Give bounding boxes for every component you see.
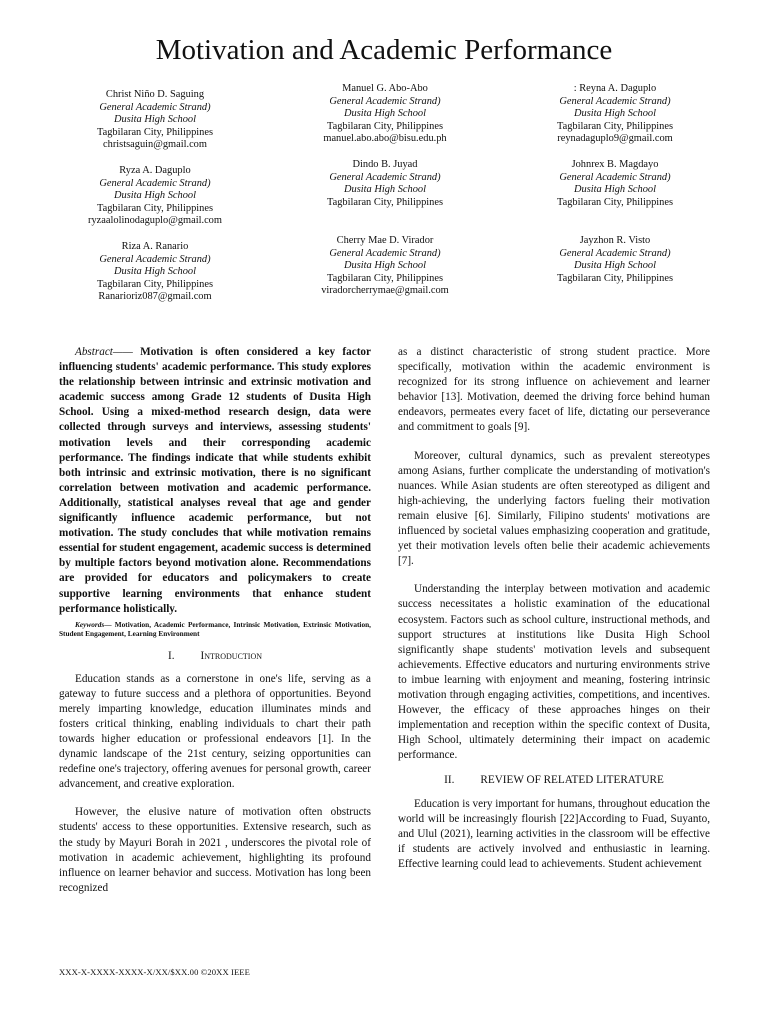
author-location: Tagbilaran City, Philippines — [96, 126, 214, 138]
section-number: I. — [167, 649, 175, 662]
author-location: Tagbilaran City, Philippines — [556, 120, 674, 132]
author-card — [500, 159, 730, 222]
author-row — [40, 158, 730, 227]
intro-paragraph-1: Education stands as a cornerstone in one's life, serving as a gateway to future success and a plethora of opportunities. Beyond merely imparting knowledge, education illuminates minds and fosters critical thinking, enabling individuals to chart their path towards higher education or professional endeavors [1]. In the dynamic landscape of the 21st century, seizing opportunities can redefine one's trajectory, offering avenues for personal growth, career advancement, and creative exploration. — [59, 672, 371, 791]
author-email: Ranarioriz087@gmail.com — [98, 291, 212, 303]
section-heading-review — [398, 773, 710, 788]
section-heading-introduction — [59, 649, 371, 664]
author-name: Riza A. Ranario — [121, 240, 189, 252]
keywords-text: — Motivation, Academic Performance, Intrinsic Motivation, Extrinsic Motivation, Student Engagement, Learning Environment — [59, 619, 371, 639]
author-school: Dusita High School — [114, 190, 196, 202]
author-email: viradorcherrymae@gmail.com — [321, 285, 449, 297]
author-email: christsaguin@gmail.com — [103, 139, 207, 151]
section-title: REVIEW OF RELATED LITERATURE — [480, 774, 664, 787]
keywords — [59, 620, 371, 639]
author-card — [270, 235, 500, 298]
keywords-label: Keywords — [75, 619, 105, 629]
author-strand: General Academic Strand) — [99, 177, 211, 189]
author-email: reynadaguplo9@gmail.com — [557, 133, 673, 145]
author-card — [500, 83, 730, 146]
author-strand: General Academic Strand) — [329, 171, 441, 183]
author-strand: General Academic Strand) — [99, 101, 211, 113]
author-card — [500, 235, 730, 298]
author-school: Dusita High School — [574, 184, 656, 196]
author-strand: General Academic Strand) — [99, 253, 211, 265]
review-paragraph-1: Education is very important for humans, throughout education the world will be increasingly flourish [22]According to Fuad, Suyanto, and Ulul (2021), learning activities in the classroom will be effective if students are actively involved and enthusiastic in learning. Effective learning could lead to achievements. Student achievement — [398, 797, 710, 870]
author-location: Tagbilaran City, Philippines — [326, 120, 444, 132]
author-location: Tagbilaran City, Philippines — [96, 202, 214, 214]
abstract-label: Abstract—— — [75, 346, 133, 358]
author-name: : Reyna A. Daguplo — [573, 83, 657, 94]
author-row — [40, 83, 730, 151]
section-number: II. — [444, 774, 455, 787]
author-school: Dusita High School — [114, 266, 196, 278]
copyright-footer: XXX-X-XXXX-XXXX-X/XX/$XX.00 ©20XX IEEE — [59, 967, 251, 977]
paper-title: Motivation and Academic Performance — [155, 34, 613, 66]
author-strand: General Academic Strand) — [329, 95, 441, 107]
author-school: Dusita High School — [344, 184, 426, 196]
author-location: Tagbilaran City, Philippines — [326, 196, 444, 208]
author-name: Christ Niño D. Saguing — [105, 89, 205, 100]
author-row — [40, 234, 730, 303]
author-card — [40, 241, 270, 304]
author-location: Tagbilaran City, Philippines — [556, 272, 674, 284]
author-card — [270, 159, 500, 222]
author-email: ryzaalolinodaguplo@gmail.com — [88, 215, 222, 227]
author-name: Manuel G. Abo-Abo — [342, 83, 428, 94]
author-strand: General Academic Strand) — [329, 247, 441, 259]
author-card — [40, 165, 270, 228]
author-strand: General Academic Strand) — [559, 171, 671, 183]
section-title: Introduction — [200, 649, 263, 662]
author-card — [40, 89, 270, 152]
author-location: Tagbilaran City, Philippines — [96, 278, 214, 290]
author-block — [40, 83, 730, 303]
author-name: Johnrex B. Magdayo — [571, 158, 659, 170]
author-strand: General Academic Strand) — [559, 95, 671, 107]
author-name: Cherry Mae D. Virador — [336, 234, 434, 246]
intro-paragraph-3: Moreover, cultural dynamics, such as prevalent stereotypes among Asians, further complicate the understanding of motivation's nuances. While Asian students are often stereotyped as diligent and high-achieving, the underlying factors fueling their motivation remain elusive [6]. Similarly, Filipino students' motivations are influenced by societal values emphasizing cooperation and gratitude, yet their motivation levels often belie their academic achievements [7]. — [398, 449, 710, 568]
author-card — [270, 83, 500, 146]
author-school: Dusita High School — [114, 114, 196, 126]
author-school: Dusita High School — [344, 108, 426, 120]
intro-paragraph-4: Understanding the interplay between motivation and academic success necessitates a holistic examination of the educational ecosystem. Factors such as school culture, instructional methods, and support structures at institutions like Dusita High School significantly shape students' motivation levels and subsequent achievements. Effective educators and nurturing environments strive to imbue learning with enjoyment and meaning, fostering intrinsic motivation through engaging activities, competitions, and incentives. However, the efficacy of these approaches hinges on their implementation and reception within the specific context of Dusita, High School, ultimately determining their impact on academic performance. — [398, 583, 710, 762]
abstract-text: Motivation is often considered a key factor influencing students' academic performance. This study explores the relationship between intrinsic and extrinsic motivation and academic success among Grade 12 students of Dusita High School. Using a mixed-method research design, data were collected through surveys and interviews, assessing students' motivation levels and their corresponding academic performance. The findings indicate that while students exhibit both intrinsic and extrinsic motivation, there is no significant correlation between motivation and academic performance. Additionally, statistical analyses reveal that age and gender significantly influence academic performance, but not motivation. The study concludes that while motivation remains essential for student engagement, academic success is determined by multiple factors beyond motivation alone. Recommendations are provided for educators and policymakers to create supportive learning environments that enhance student performance holistically. — [59, 346, 371, 615]
author-name: Dindo B. Juyad — [352, 158, 418, 170]
author-school: Dusita High School — [344, 260, 426, 272]
left-column — [59, 345, 371, 896]
abstract — [59, 345, 371, 617]
author-strand: General Academic Strand) — [559, 247, 671, 259]
author-location: Tagbilaran City, Philippines — [326, 272, 444, 284]
author-name: Ryza A. Daguplo — [119, 164, 191, 176]
right-column — [398, 345, 710, 872]
author-email: manuel.abo.abo@bisu.edu.ph — [323, 133, 447, 145]
intro-paragraph-continued: as a distinct characteristic of strong student practice. More specifically, motivation within the academic environment is recognized for its strong influence on achievement and learner behavior [13]. Motivation, deemed the driving force behind human endeavors, permeates every facet of life, dictating our perseverance and commitment to goals [9]. — [398, 346, 710, 434]
author-location: Tagbilaran City, Philippines — [556, 196, 674, 208]
author-school: Dusita High School — [574, 108, 656, 120]
author-name: Jayzhon R. Visto — [579, 234, 651, 246]
intro-paragraph-2: However, the elusive nature of motivation often obstructs students' access to these opportunities. Extensive research, such as the study by Mayuri Borah in 2021 , underscores the pivotal role of motivation in academic achievement, highlighting its profound influence on learner behavior and success. Motivation has long been recognized — [59, 806, 371, 894]
author-school: Dusita High School — [574, 260, 656, 272]
